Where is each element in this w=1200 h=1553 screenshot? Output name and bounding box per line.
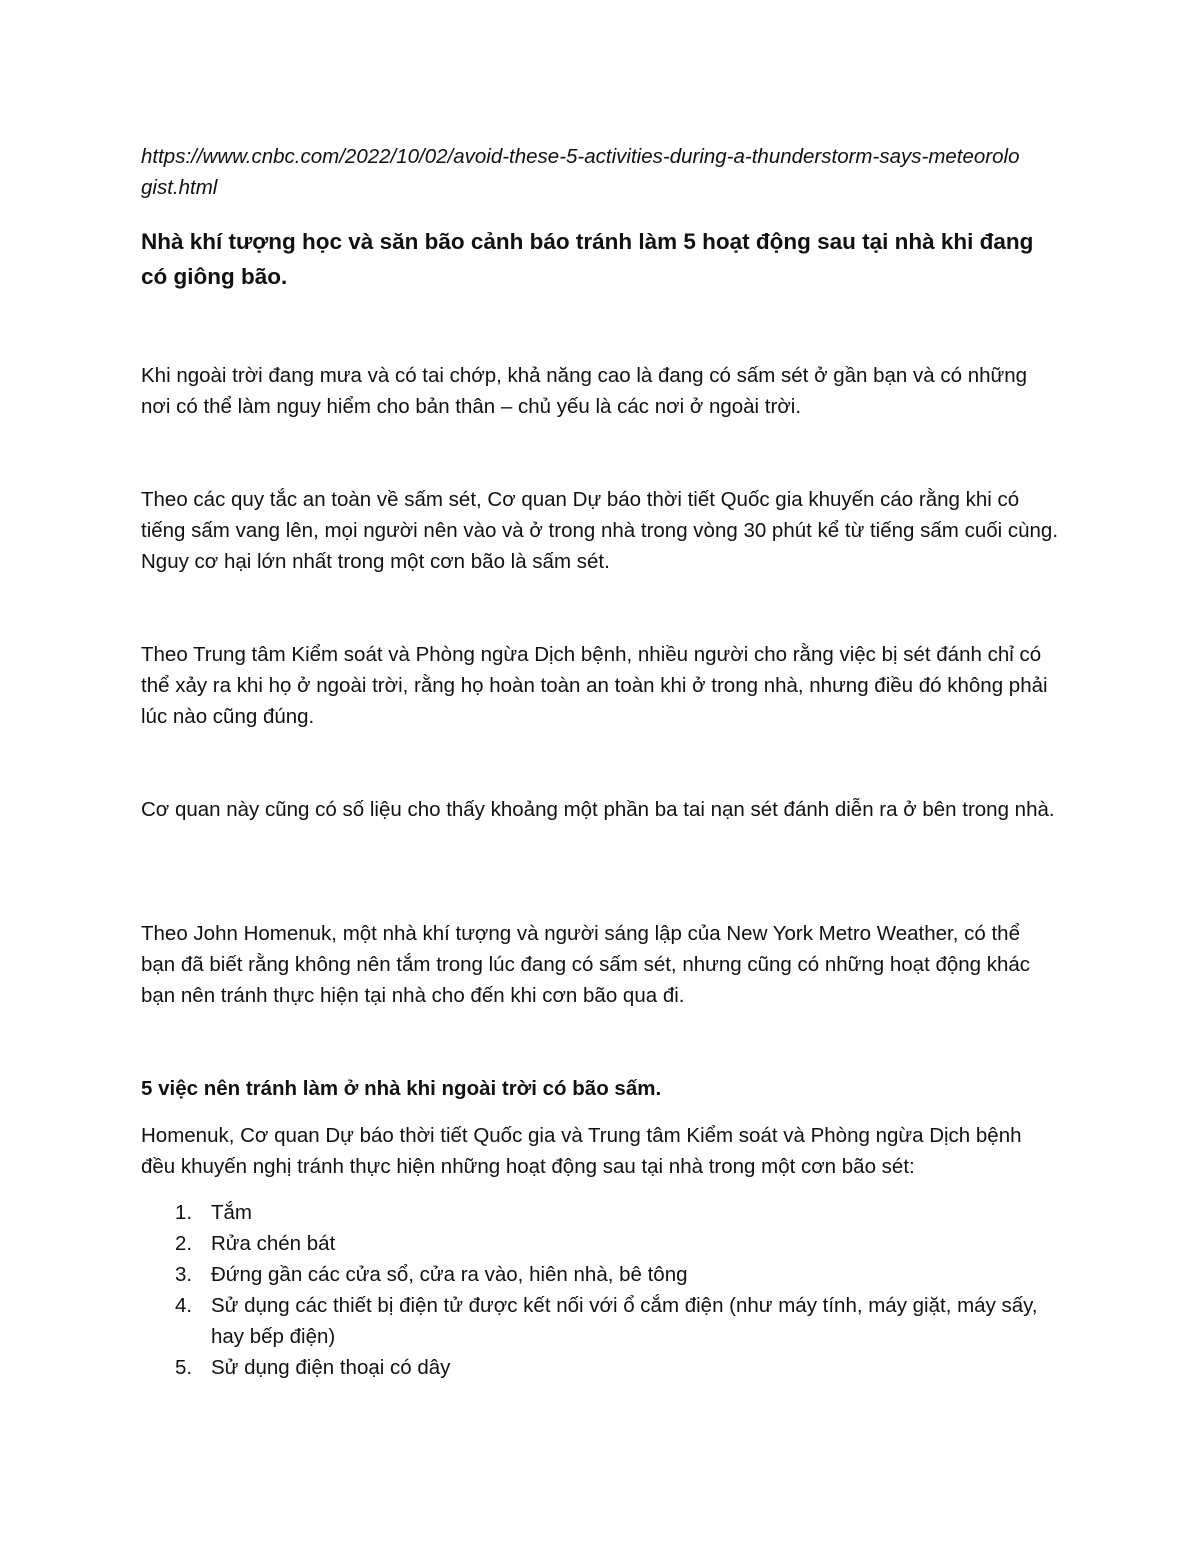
list-item-text: Rửa chén bát: [211, 1232, 336, 1255]
activity-list: [141, 1197, 1059, 1383]
list-item-number: 3.: [175, 1263, 193, 1286]
section-heading: 5 việc nên tránh làm ở nhà khi ngoài trời có bão sấm.: [141, 1077, 662, 1100]
list-item-number: 4.: [175, 1294, 193, 1317]
paragraph: Theo John Homenuk, một nhà khí tượng và người sáng lập của New York Metro Weather, có thể bạn đã biết rằng không nên tắm trong lúc đang có sấm sét, nhưng cũng có những hoạt động khác bạn nên tránh thực hiện tại nhà cho đến khi cơn bão qua đi.: [141, 922, 1031, 1007]
list-item-text: Sử dụng điện thoại có dây: [211, 1356, 451, 1379]
list-item: [141, 1290, 1059, 1352]
list-item-number: 1.: [175, 1201, 193, 1224]
paragraph: Cơ quan này cũng có số liệu cho thấy khoảng một phần ba tai nạn sét đánh diễn ra ở bên trong nhà.: [141, 798, 1055, 821]
paragraph: Theo các quy tắc an toàn về sấm sét, Cơ quan Dự báo thời tiết Quốc gia khuyến cáo rằng khi có tiếng sấm vang lên, mọi người nên vào và ở trong nhà trong vòng 30 phút kể từ tiếng sấm cuối cùng. Nguy cơ hại lớn nhất trong một cơn bão là sấm sét.: [141, 488, 1059, 573]
list-item-text: Tắm: [211, 1201, 252, 1224]
list-item: [141, 1352, 1059, 1383]
list-item: [141, 1228, 1059, 1259]
paragraph: Theo Trung tâm Kiểm soát và Phòng ngừa Dịch bệnh, nhiều người cho rằng việc bị sét đánh chỉ có thể xảy ra khi họ ở ngoài trời, rằng họ hoàn toàn an toàn khi ở trong nhà, nhưng điều đó không phải lúc nào cũng đúng.: [141, 643, 1048, 728]
list-item-number: 5.: [175, 1356, 193, 1379]
document-title: Nhà khí tượng học và săn bão cảnh báo tránh làm 5 hoạt động sau tại nhà khi đang có giông bão.: [141, 229, 1034, 289]
list-item: [141, 1197, 1059, 1228]
list-item: [141, 1259, 1059, 1290]
paragraph: Khi ngoài trời đang mưa và có tai chớp, khả năng cao là đang có sấm sét ở gần bạn và có những nơi có thể làm nguy hiểm cho bản thân – chủ yếu là các nơi ở ngoài trời.: [141, 364, 1028, 418]
list-intro: Homenuk, Cơ quan Dự báo thời tiết Quốc gia và Trung tâm Kiểm soát và Phòng ngừa Dịch bệnh đều khuyến nghị tránh thực hiện những hoạt động sau tại nhà trong một cơn bão sét:: [141, 1124, 1022, 1178]
list-item-number: 2.: [175, 1232, 193, 1255]
list-item-text: Đứng gần các cửa sổ, cửa ra vào, hiên nhà, bê tông: [211, 1263, 688, 1286]
list-item-text: Sử dụng các thiết bị điện tử được kết nối với ổ cắm điện (như máy tính, máy giặt, máy sấy, hay bếp điện): [211, 1294, 1038, 1348]
source-url-link[interactable]: https://www.cnbc.com/2022/10/02/avoid-these-5-activities-during-a-thunderstorm-says-meteorologist.html: [141, 145, 1020, 199]
